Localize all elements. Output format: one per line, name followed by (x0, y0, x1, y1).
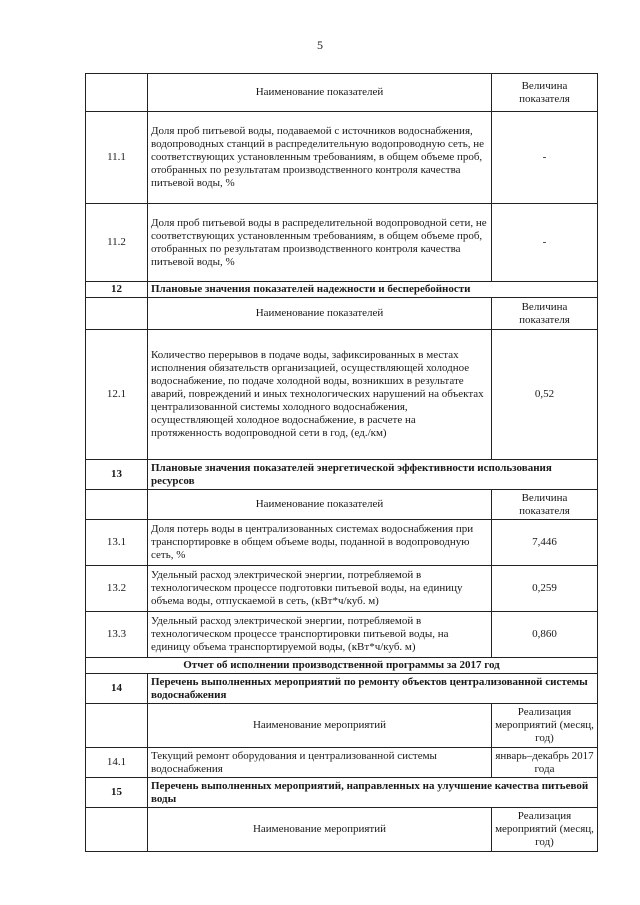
table-header-row (86, 490, 598, 520)
empty-cell (86, 704, 148, 748)
table-header-row (86, 808, 598, 852)
section-row (86, 778, 598, 808)
empty-cell (86, 298, 148, 330)
row-number: 14.1 (86, 748, 148, 778)
table-row (86, 204, 598, 282)
column-header-name: Наименование мероприятий (148, 808, 492, 852)
row-number: 11.2 (86, 204, 148, 282)
row-value: 7,446 (492, 520, 598, 566)
row-number: 11.1 (86, 112, 148, 204)
table-header-row (86, 74, 598, 112)
row-text: Доля проб питьевой воды в распределительной водопроводной сети, не соответствующих установленным требованиям, в общем объеме проб, отобранных по результатам производственного контроля качества питьевой воды, % (148, 204, 492, 282)
section-number: 13 (86, 460, 148, 490)
column-header-value: Реализация мероприятий (месяц, год) (492, 704, 598, 748)
column-header-value: Величина показателя (492, 298, 598, 330)
column-header-value: Величина показателя (492, 74, 598, 112)
section-row (86, 282, 598, 298)
row-value: 0,259 (492, 566, 598, 612)
table-row (86, 520, 598, 566)
empty-cell (86, 74, 148, 112)
section-number: 14 (86, 674, 148, 704)
section-title: Перечень выполненных мероприятий, направленных на улучшение качества питьевой воды (148, 778, 598, 808)
empty-cell (86, 490, 148, 520)
section-row (86, 460, 598, 490)
section-title: Перечень выполненных мероприятий по ремонту объектов централизованной системы водоснабжения (148, 674, 598, 704)
row-text: Удельный расход электрической энергии, потребляемой в технологическом процессе подготовки питьевой воды, на единицу объема воды, отпускаемой в сеть, (кВт*ч/куб. м) (148, 566, 492, 612)
page-number: 5 (317, 38, 323, 52)
table-row (86, 112, 598, 204)
row-text: Удельный расход электрической энергии, потребляемой в технологическом процессе транспортировки питьевой воды, на единицу объема транспортируемой воды, (кВт*ч/куб. м) (148, 612, 492, 658)
row-number: 13.1 (86, 520, 148, 566)
section-number: 12 (86, 282, 148, 298)
row-value: 0,860 (492, 612, 598, 658)
column-header-value: Величина показателя (492, 490, 598, 520)
column-header-name: Наименование показателей (148, 74, 492, 112)
row-text: Доля потерь воды в централизованных системах водоснабжения при транспортировке в общем объеме воды, поданной в водопроводную сеть, % (148, 520, 492, 566)
row-number: 12.1 (86, 330, 148, 460)
row-number: 13.3 (86, 612, 148, 658)
table-header-row (86, 704, 598, 748)
table-row (86, 612, 598, 658)
row-text: Текущий ремонт оборудования и централизованной системы водоснабжения (148, 748, 492, 778)
table-row (86, 748, 598, 778)
row-value: - (492, 204, 598, 282)
column-header-name: Наименование мероприятий (148, 704, 492, 748)
table-header-row (86, 298, 598, 330)
section-number: 15 (86, 778, 148, 808)
column-header-name: Наименование показателей (148, 298, 492, 330)
report-title: Отчет об исполнении производственной программы за 2017 год (86, 658, 598, 674)
row-value: 0,52 (492, 330, 598, 460)
column-header-value: Реализация мероприятий (месяц, год) (492, 808, 598, 852)
row-value: - (492, 112, 598, 204)
section-title: Плановые значения показателей энергетической эффективности использования ресурсов (148, 460, 598, 490)
report-title-row (86, 658, 598, 674)
table-row (86, 566, 598, 612)
section-title: Плановые значения показателей надежности и бесперебойности (148, 282, 598, 298)
row-text: Количество перерывов в подаче воды, зафиксированных в местах исполнения обязательств организацией, осуществляющей холодное водоснабжение, по подаче холодной воды, возникших в результате аварий, повреждений и иных технологических нарушений на объектах централизованной системы холодного водоснабжения, осуществляющей холодное водоснабжение, в расчете на протяженность водопроводной сети в год, (ед./км) (148, 330, 492, 460)
empty-cell (86, 808, 148, 852)
indicators-table (85, 73, 598, 852)
table-row (86, 330, 598, 460)
row-number: 13.2 (86, 566, 148, 612)
section-row (86, 674, 598, 704)
row-text: Доля проб питьевой воды, подаваемой с источников водоснабжения, водопроводных станций в распределительную водопроводную сеть, не соответствующих установленным требованиям, в общем объеме проб, отобранных по результатам производственного контроля качества питьевой воды, % (148, 112, 492, 204)
column-header-name: Наименование показателей (148, 490, 492, 520)
row-value: январь–декабрь 2017 года (492, 748, 598, 778)
